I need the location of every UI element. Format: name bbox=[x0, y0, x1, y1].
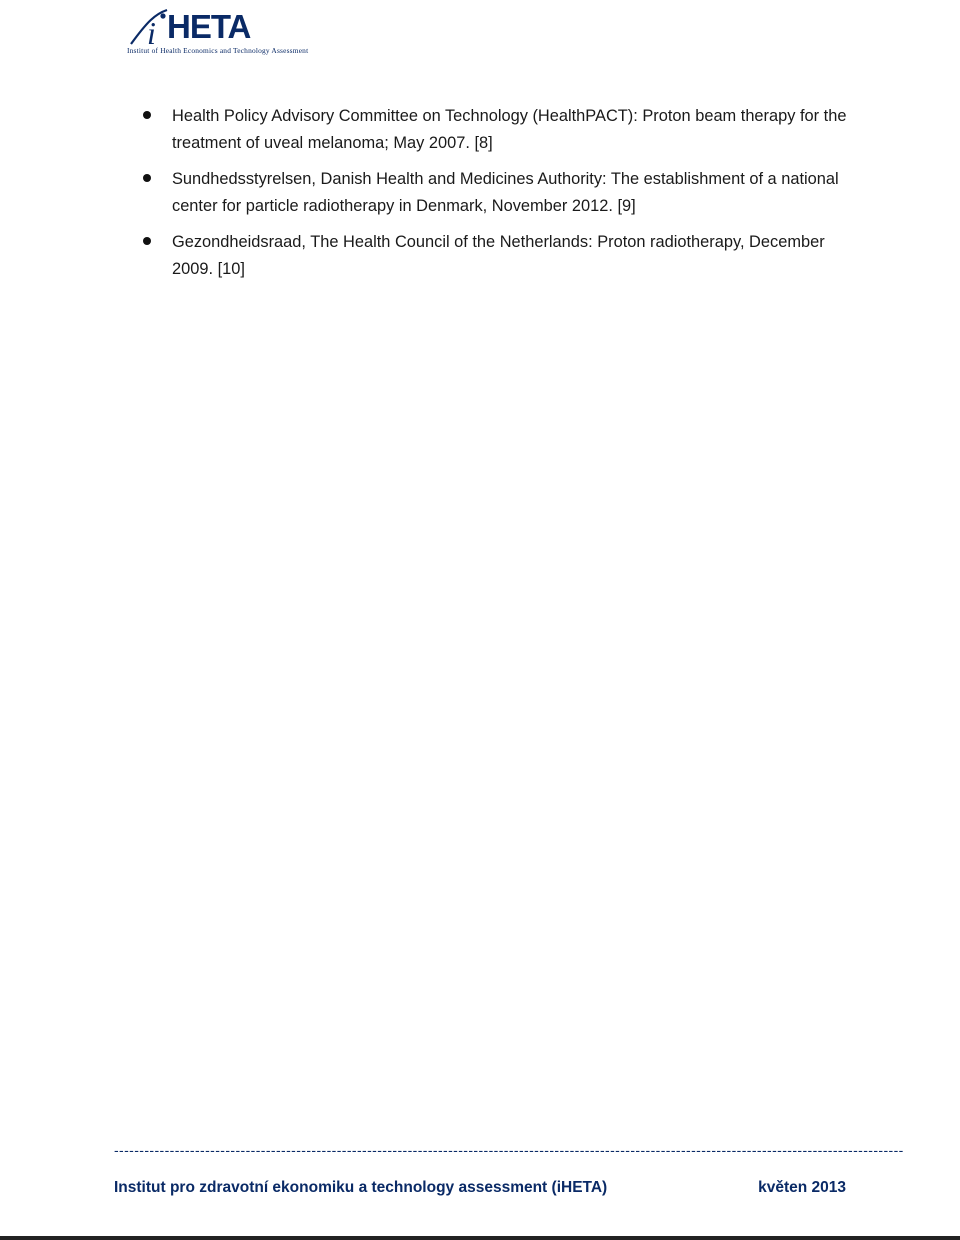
bullet-icon bbox=[143, 111, 151, 119]
list-item bbox=[140, 166, 870, 220]
svg-text:HETA: HETA bbox=[167, 8, 251, 45]
svg-text:Institut of Health Economics a: Institut of Health Economics and Technology Assessment bbox=[127, 46, 309, 55]
page-bottom-edge bbox=[0, 1236, 960, 1240]
iheta-logo bbox=[125, 4, 315, 56]
footer-date: květen 2013 bbox=[758, 1179, 846, 1196]
footer-divider: ------------------------------------------------------------------------------------------------------------------------------------------------------------ bbox=[114, 1142, 904, 1158]
list-item bbox=[140, 229, 870, 283]
reference-text: Sundhedsstyrelsen, Danish Health and Medicines Authority: The establishment of a national center for particle radiotherapy in Denmark, November 2012. [9] bbox=[172, 170, 839, 215]
list-item bbox=[140, 103, 870, 157]
bullet-icon bbox=[143, 174, 151, 182]
reference-text: Gezondheidsraad, The Health Council of the Netherlands: Proton radiotherapy, December 2009. [10] bbox=[172, 233, 825, 278]
footer-institute: Institut pro zdravotní ekonomiku a technology assessment (iHETA) bbox=[114, 1179, 608, 1196]
svg-text:i: i bbox=[147, 15, 156, 51]
iheta-logo-graphic bbox=[125, 4, 315, 56]
reference-list bbox=[140, 103, 870, 292]
reference-text: Health Policy Advisory Committee on Technology (HealthPACT): Proton beam therapy for the treatment of uveal melanoma; May 2007. [8] bbox=[172, 107, 847, 152]
bullet-icon bbox=[143, 237, 151, 245]
